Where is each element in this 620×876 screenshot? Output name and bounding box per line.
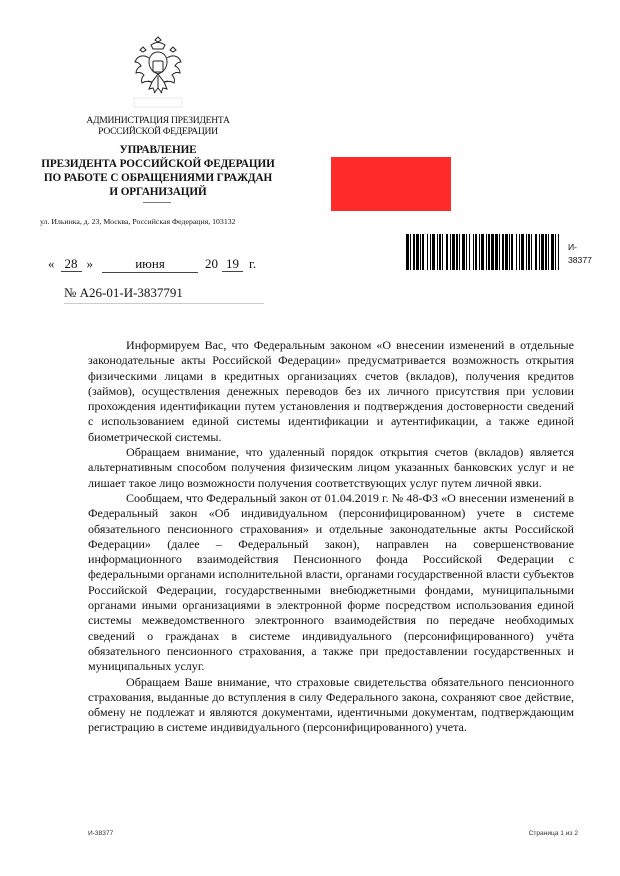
barcode-bar: [548, 234, 549, 270]
footer-page-number: Страница 1 из 2: [528, 830, 578, 837]
barcode-bar: [505, 234, 508, 270]
crown-top-icon: [155, 37, 161, 42]
document-number: № А26-01-И-3837791: [64, 285, 183, 300]
barcode-bar: [516, 234, 517, 270]
heading-divider: [143, 202, 171, 203]
barcode-bar: [432, 234, 435, 270]
barcode-bar: [406, 234, 409, 270]
barcode-bar: [509, 234, 510, 270]
department-title-line: УПРАВЛЕНИЕ: [119, 144, 197, 156]
barcode-bar: [410, 234, 411, 270]
barcode-bar: [413, 234, 415, 270]
department-title-line: ПРЕЗИДЕНТА РОССИЙСКОЙ ФЕДЕРАЦИИ: [41, 158, 275, 170]
body-paragraph: Обращаем Ваше внимание, что страховые свидетельства обязательного пенсионного страхования, выданные до вступления в силу Федерального закона, сохраняют свое действие, обмену не подлежат и являются документами, идентичными документам, подтверждающим регистрацию в системе индивидуального (персонифицированного) учета.: [88, 674, 574, 735]
barcode-bar: [459, 234, 460, 270]
sender-address: ул. Ильинка, д. 23, Москва, Российская Федерация, 103132: [40, 217, 236, 226]
date-day: « 28 »: [48, 256, 93, 271]
barcode-bar: [442, 234, 443, 270]
barcode-bar: [511, 234, 513, 270]
department-title-line: И ОРГАНИЗАЦИЙ: [109, 186, 207, 198]
barcode-label: И-: [568, 242, 578, 252]
barcode-bar: [475, 234, 477, 270]
barcode-bar: [439, 234, 441, 270]
barcode-bar: [456, 234, 458, 270]
barcode-bar: [531, 234, 532, 270]
administration-title-line: АДМИНИСТРАЦИЯ ПРЕЗИДЕНТА: [86, 115, 230, 126]
barcode-bar: [558, 234, 559, 270]
administration-title-line: РОССИЙСКОЙ ФЕДЕРАЦИИ: [98, 126, 218, 137]
barcode-bar: [479, 234, 480, 270]
barcode-bar: [535, 234, 537, 270]
barcode-bar: [420, 234, 421, 270]
barcode-bar: [437, 234, 438, 270]
department-title-line: ПО РАБОТЕ С ОБРАЩЕНИЯМИ ГРАЖДАН: [43, 172, 273, 184]
barcode-bar: [545, 234, 547, 270]
date-month: июня: [102, 256, 198, 273]
barcode-bar: [473, 234, 474, 270]
coat-of-arms-emblem: [132, 36, 184, 108]
barcode-bar: [427, 234, 428, 270]
barcode-bar: [502, 234, 504, 270]
barcode-bar: [488, 234, 490, 270]
barcode-bar: [469, 234, 470, 270]
barcode-bar: [555, 234, 556, 270]
barcode-bar: [541, 234, 544, 270]
barcode-bar: [519, 234, 520, 270]
body-paragraph: Обращаем внимание, что удаленный порядок открытия счетов (вкладов) является альтернативным способом получения физическим лицом указанных банковских услуг и не лишает такое лицо возможности получения соответствующих услуг путем личной явки.: [88, 445, 574, 490]
barcode-bar: [446, 234, 448, 270]
document-number-underline: [64, 303, 264, 304]
barcode: [406, 234, 559, 270]
barcode-bar: [416, 234, 419, 270]
barcode-bar: [551, 234, 554, 270]
barcode-bar: [526, 234, 527, 270]
barcode-bar: [528, 234, 530, 270]
barcode-bar: [430, 234, 431, 270]
barcode-bar: [521, 234, 524, 270]
barcode-bar: [450, 234, 451, 270]
barcode-bar: [499, 234, 500, 270]
barcode-bar: [486, 234, 487, 270]
date-year: 20 19 г.: [205, 256, 257, 271]
barcode-bar: [481, 234, 484, 270]
footer-document-code: И-38377: [88, 830, 114, 837]
body-paragraph: Информируем Вас, что Федеральным законом «О внесении изменений в отдельные законодательные акты Российской Федерации» предусматривается возможность открытия физическими лицами в кредитных организациях счетов (вкладов), получения кредитов (займов), осуществления денежных переводов без их личного присутствия при условии прохождения идентификации путем установления и подтверждения достоверности сведений с использованием единой системы идентификации и аутентификации, а также единой биометрической системы.: [88, 338, 574, 444]
barcode-bar: [539, 234, 540, 270]
barcode-bar: [491, 234, 494, 270]
redaction-block: [331, 157, 451, 211]
barcode-bar: [495, 234, 498, 270]
letter-body: [88, 338, 574, 736]
barcode-bar: [462, 234, 465, 270]
barcode-label: 38377: [568, 255, 592, 265]
body-paragraph: Сообщаем, что Федеральный закон от 01.04.2019 г. № 48-ФЗ «О внесении изменений в Федеральный закон «Об индивидуальном (персонифицированном) учете в системе обязательного пенсионного страхования» и отдельные законодательные акты Российской Федерации» (далее – Федеральный закон), направлен на совершенствование информационного взаимодействия Пенсионного фонда Российской Федерации с федеральными органами исполнительной власти, органами государственной власти субъектов Российской Федерации, государственными внебюджетными фондами, муниципальными органами иными организациями в электронной форме посредством использования единой системы межведомственного электронного взаимодействия по передаче необходимых сведений о гражданах в системе индивидуального (персонифицированного) учёта обязательного пенсионного страхования, а также при предоставлении государственных и муниципальных услуг.: [88, 490, 574, 674]
barcode-bar: [422, 234, 424, 270]
barcode-bar: [466, 234, 467, 270]
barcode-bar: [452, 234, 455, 270]
